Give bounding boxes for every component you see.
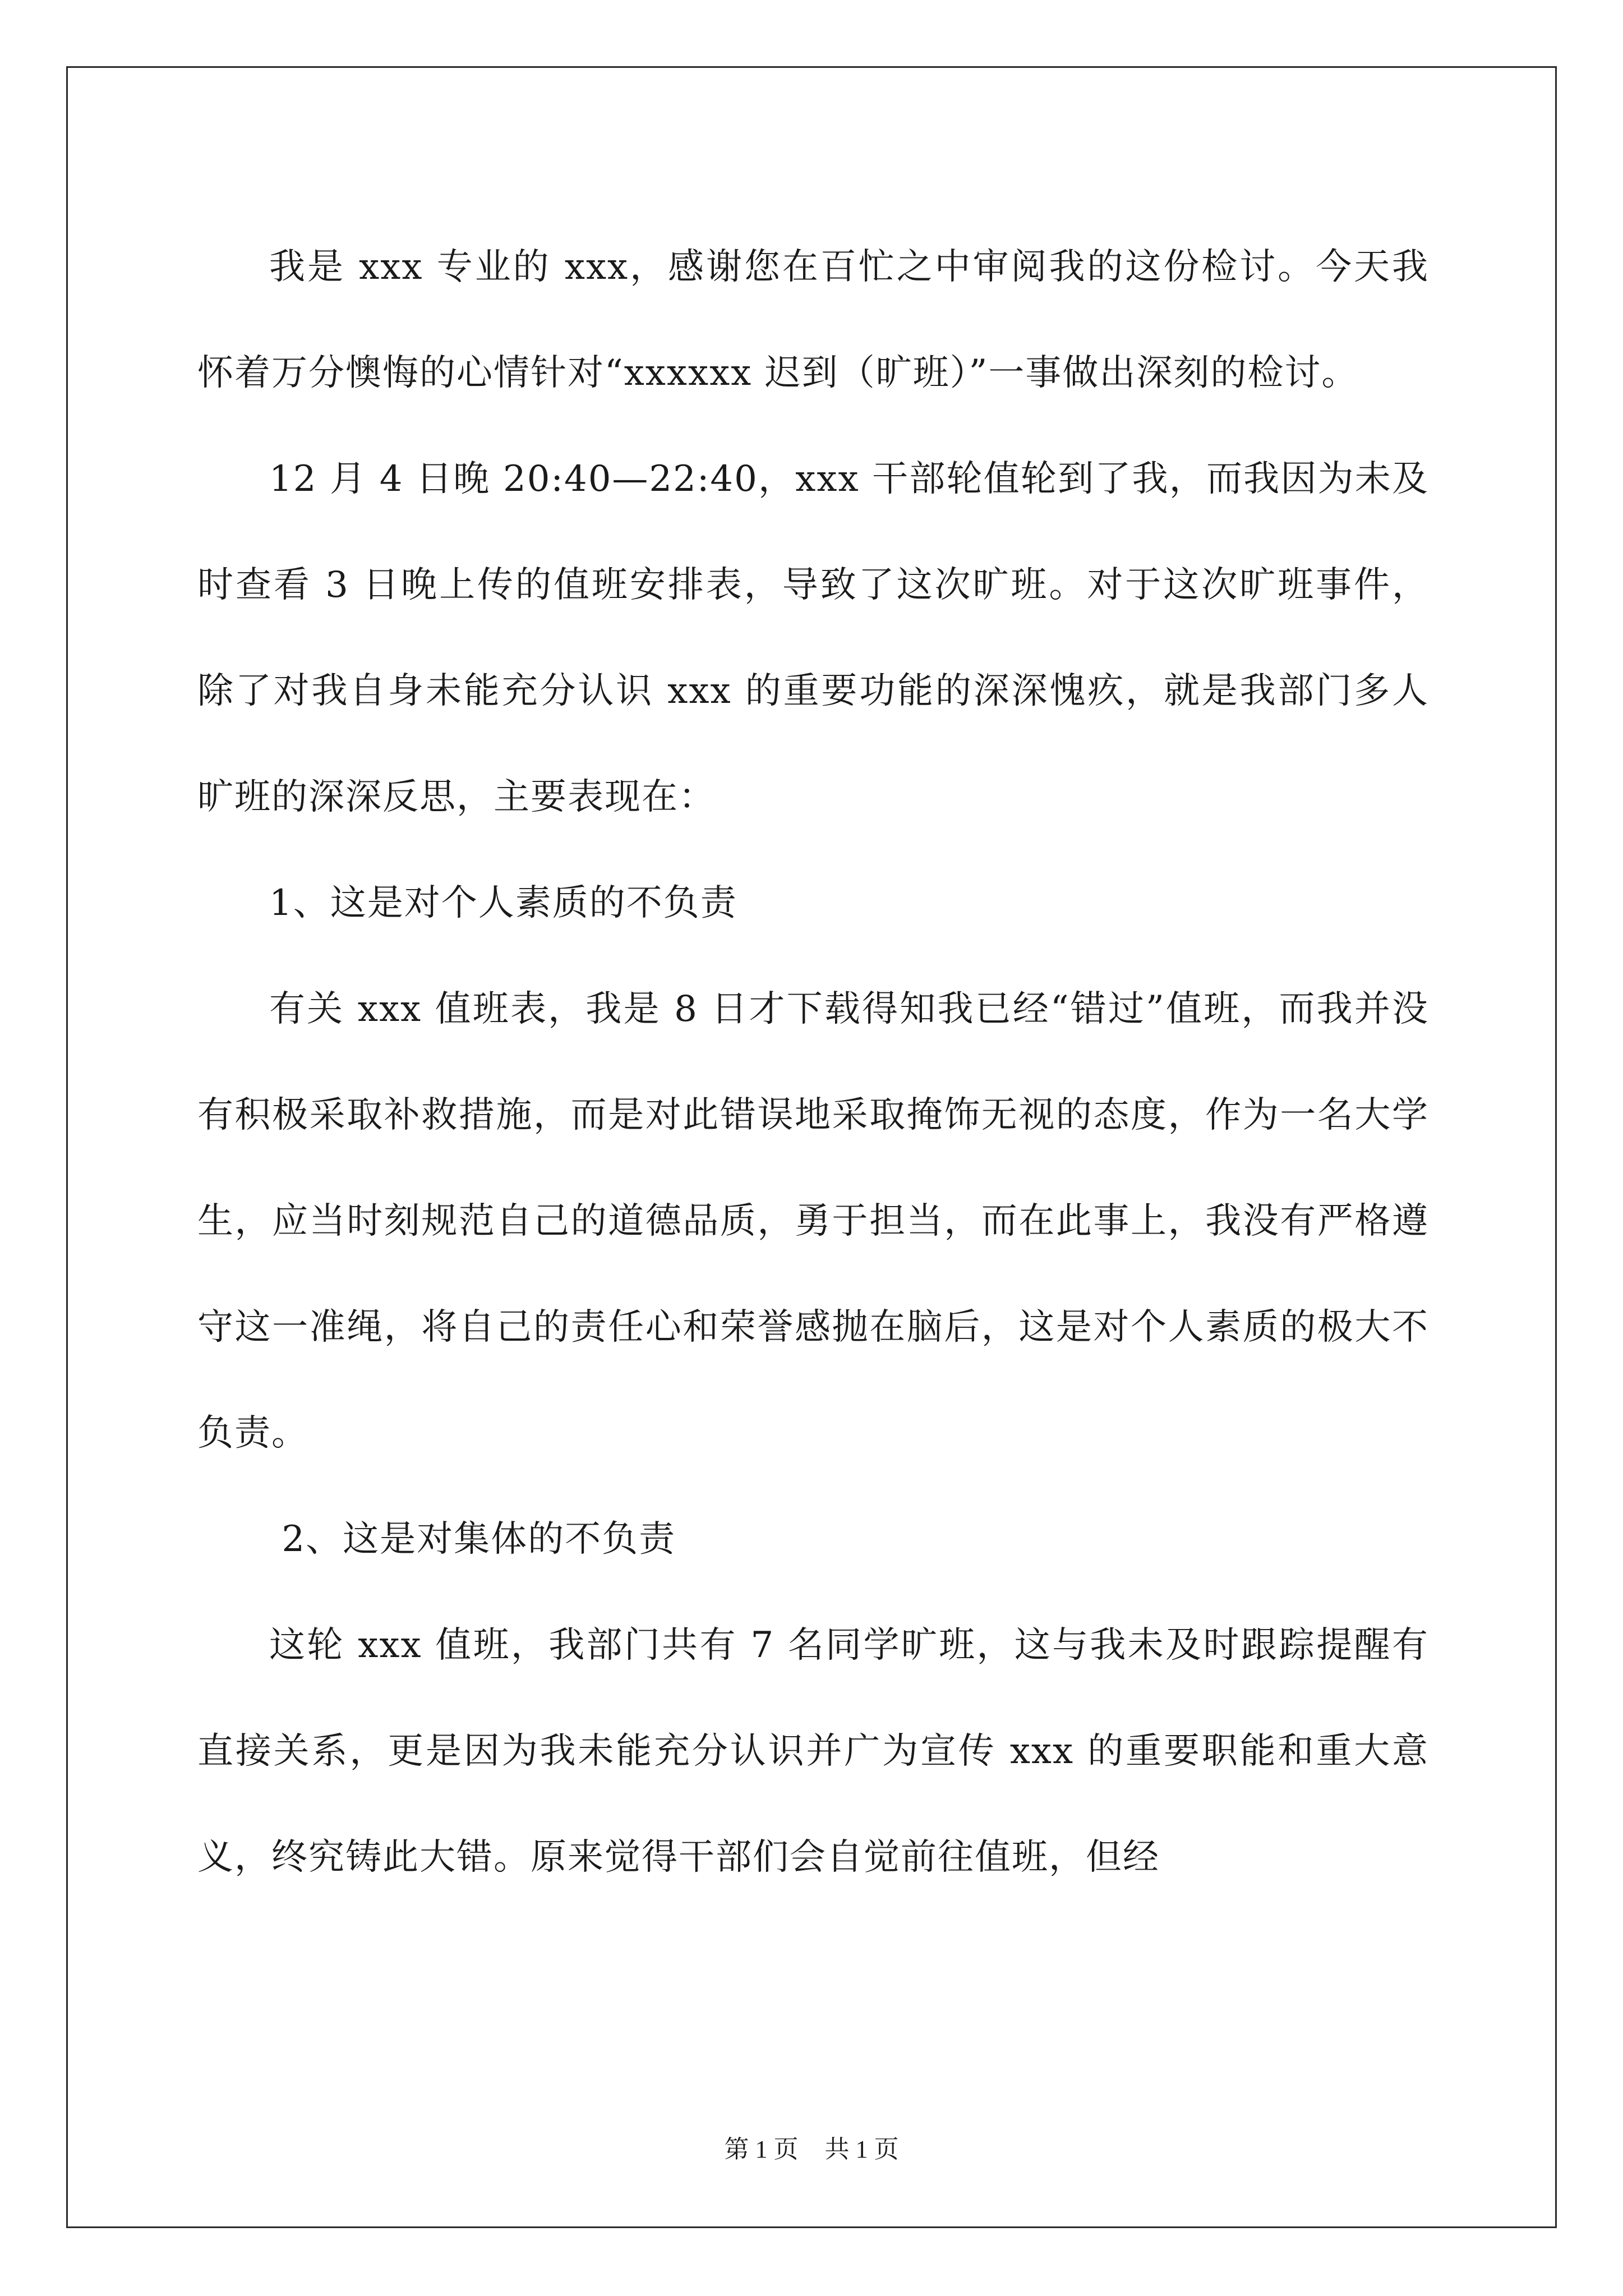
paragraph-incident: 12 月 4 日晚 20:40—22:40，xxx 干部轮值轮到了我，而我因为未及时查看 3 日晚上传的值班安排表，导致了这次旷班。对于这次旷班事件，除了对我自身未能充分认识 xxx 的重要功能的深深愧疚，就是我部门多人旷班的深深反思，主要表现在：: [197, 458, 1429, 818]
point-heading-1: 1、这是对个人素质的不负责: [269, 882, 737, 924]
document-body: [197, 214, 1429, 1911]
point-heading-2: 2、这是对集体的不负责: [282, 1519, 676, 1560]
page-number-total: 共 1 页: [824, 2136, 899, 2163]
page-footer: [0, 2134, 1623, 2165]
paragraph-point-2: 这轮 xxx 值班，我部门共有 7 名同学旷班，这与我未及时跟踪提醒有直接关系，更是因为我未能充分认识并广为宣传 xxx 的重要职能和重大意义，终究铸此大错。原来觉得干部们会自觉前往值班，但经: [197, 1625, 1429, 1878]
page-number-current: 第 1 页: [724, 2136, 799, 2163]
paragraph-intro: 我是 xxx 专业的 xxx，感谢您在百忙之中审阅我的这份检讨。今天我怀着万分懊悔的心情针对“xxxxxx 迟到（旷班）”一事做出深刻的检讨。: [197, 246, 1429, 394]
paragraph-point-1: 有关 xxx 值班表，我是 8 日才下载得知我已经“错过”值班，而我并没有积极采取补救措施，而是对此错误地采取掩饰无视的态度，作为一名大学生，应当时刻规范自己的道德品质，勇于担当，而在此事上，我没有严格遵守这一准绳，将自己的责任心和荣誉感抛在脑后，这是对个人素质的极大不负责。: [197, 988, 1429, 1454]
